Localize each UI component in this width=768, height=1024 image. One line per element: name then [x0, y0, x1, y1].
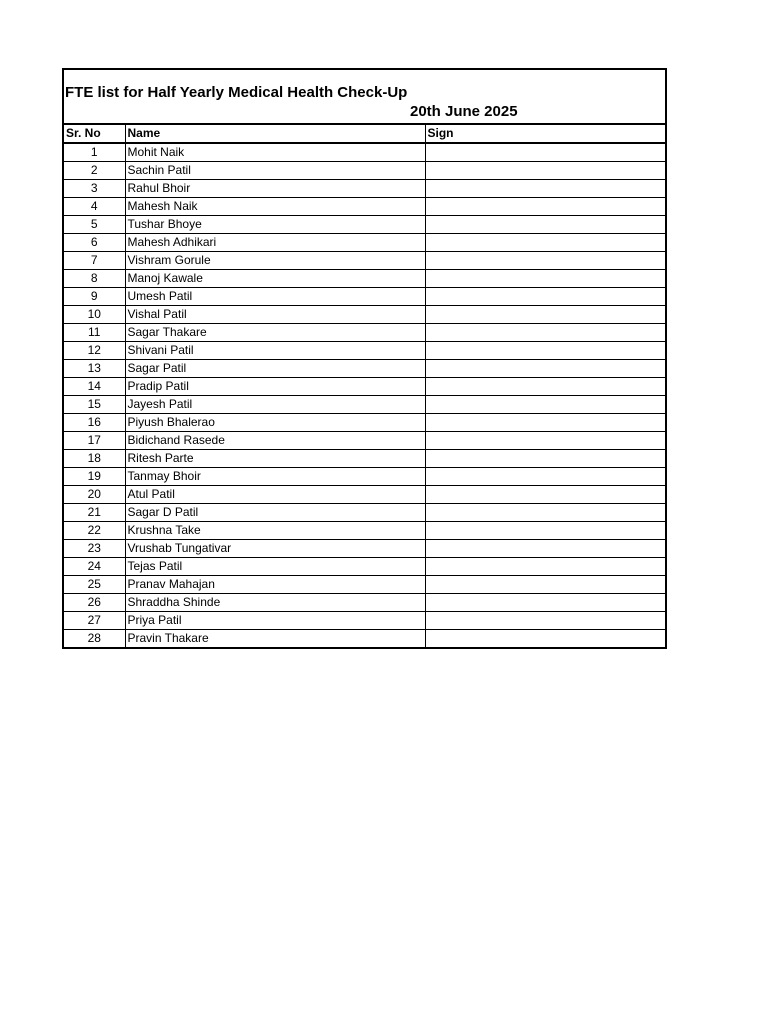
sign-cell[interactable]	[425, 522, 665, 540]
sign-cell[interactable]	[425, 360, 665, 378]
table-row	[64, 306, 665, 324]
sr-no-cell: 26	[64, 594, 125, 612]
sr-no-cell: 19	[64, 468, 125, 486]
name-cell: Shivani Patil	[125, 342, 425, 360]
sign-cell[interactable]	[425, 396, 665, 414]
sr-no-cell: 23	[64, 540, 125, 558]
sign-cell[interactable]	[425, 450, 665, 468]
sr-no-cell: 24	[64, 558, 125, 576]
name-cell: Jayesh Patil	[125, 396, 425, 414]
name-cell: Ritesh Parte	[125, 450, 425, 468]
name-cell: Piyush Bhalerao	[125, 414, 425, 432]
sr-no-cell: 1	[64, 143, 125, 162]
sign-cell[interactable]	[425, 198, 665, 216]
table-row	[64, 324, 665, 342]
sign-cell[interactable]	[425, 594, 665, 612]
sign-cell[interactable]	[425, 234, 665, 252]
fte-list-sheet	[62, 68, 667, 649]
sign-cell[interactable]	[425, 468, 665, 486]
name-cell: Vishal Patil	[125, 306, 425, 324]
sign-cell[interactable]	[425, 270, 665, 288]
name-cell: Tushar Bhoye	[125, 216, 425, 234]
name-cell: Vrushab Tungativar	[125, 540, 425, 558]
name-cell: Umesh Patil	[125, 288, 425, 306]
sr-no-cell: 8	[64, 270, 125, 288]
sr-no-cell: 21	[64, 504, 125, 522]
sign-cell[interactable]	[425, 252, 665, 270]
table-row	[64, 216, 665, 234]
table-row	[64, 143, 665, 162]
name-cell: Bidichand Rasede	[125, 432, 425, 450]
name-cell: Tanmay Bhoir	[125, 468, 425, 486]
table-row	[64, 594, 665, 612]
name-cell: Sagar D Patil	[125, 504, 425, 522]
sr-no-cell: 6	[64, 234, 125, 252]
table-row	[64, 450, 665, 468]
table-row	[64, 378, 665, 396]
table-row	[64, 162, 665, 180]
sign-cell[interactable]	[425, 342, 665, 360]
table-row	[64, 396, 665, 414]
sr-no-cell: 2	[64, 162, 125, 180]
name-cell: Priya Patil	[125, 612, 425, 630]
name-cell: Mohit Naik	[125, 143, 425, 162]
sign-cell[interactable]	[425, 378, 665, 396]
name-cell: Shraddha Shinde	[125, 594, 425, 612]
sign-cell[interactable]	[425, 630, 665, 648]
sign-cell[interactable]	[425, 216, 665, 234]
sr-no-cell: 14	[64, 378, 125, 396]
table-row	[64, 234, 665, 252]
name-cell: Rahul Bhoir	[125, 180, 425, 198]
table-row	[64, 540, 665, 558]
table-row	[64, 198, 665, 216]
document-date: 20th June 2025	[410, 103, 518, 120]
sr-no-cell: 4	[64, 198, 125, 216]
table-row	[64, 468, 665, 486]
table-row	[64, 288, 665, 306]
sr-no-cell: 17	[64, 432, 125, 450]
name-cell: Sagar Patil	[125, 360, 425, 378]
sr-no-cell: 13	[64, 360, 125, 378]
sr-no-cell: 15	[64, 396, 125, 414]
table-header-row	[64, 125, 665, 143]
table-row	[64, 522, 665, 540]
sr-no-cell: 25	[64, 576, 125, 594]
column-header-sign: Sign	[425, 125, 665, 143]
sign-cell[interactable]	[425, 288, 665, 306]
table-row	[64, 486, 665, 504]
sr-no-cell: 3	[64, 180, 125, 198]
name-cell: Krushna Take	[125, 522, 425, 540]
column-header-sr-no: Sr. No	[64, 125, 125, 143]
table-row	[64, 414, 665, 432]
sign-cell[interactable]	[425, 504, 665, 522]
table-row	[64, 252, 665, 270]
name-cell: Pravin Thakare	[125, 630, 425, 648]
sr-no-cell: 20	[64, 486, 125, 504]
name-cell: Pradip Patil	[125, 378, 425, 396]
name-cell: Sachin Patil	[125, 162, 425, 180]
sr-no-cell: 11	[64, 324, 125, 342]
sign-cell[interactable]	[425, 180, 665, 198]
fte-table	[64, 125, 665, 647]
sign-cell[interactable]	[425, 324, 665, 342]
title-block	[64, 70, 665, 125]
sr-no-cell: 5	[64, 216, 125, 234]
sign-cell[interactable]	[425, 558, 665, 576]
sr-no-cell: 22	[64, 522, 125, 540]
sr-no-cell: 16	[64, 414, 125, 432]
sr-no-cell: 9	[64, 288, 125, 306]
sr-no-cell: 18	[64, 450, 125, 468]
table-row	[64, 504, 665, 522]
sr-no-cell: 12	[64, 342, 125, 360]
table-row	[64, 558, 665, 576]
sr-no-cell: 27	[64, 612, 125, 630]
column-header-name: Name	[125, 125, 425, 143]
sign-cell[interactable]	[425, 162, 665, 180]
sign-cell[interactable]	[425, 432, 665, 450]
name-cell: Tejas Patil	[125, 558, 425, 576]
sr-no-cell: 7	[64, 252, 125, 270]
sign-cell[interactable]	[425, 486, 665, 504]
sign-cell[interactable]	[425, 143, 665, 162]
table-row	[64, 576, 665, 594]
sign-cell[interactable]	[425, 576, 665, 594]
sr-no-cell: 10	[64, 306, 125, 324]
table-row	[64, 360, 665, 378]
name-cell: Mahesh Naik	[125, 198, 425, 216]
table-body	[64, 143, 665, 647]
name-cell: Atul Patil	[125, 486, 425, 504]
name-cell: Pranav Mahajan	[125, 576, 425, 594]
table-row	[64, 270, 665, 288]
table-row	[64, 612, 665, 630]
sign-cell[interactable]	[425, 306, 665, 324]
document-title: FTE list for Half Yearly Medical Health Check-Up	[65, 84, 408, 101]
table-row	[64, 342, 665, 360]
name-cell: Vishram Gorule	[125, 252, 425, 270]
sr-no-cell: 28	[64, 630, 125, 648]
name-cell: Mahesh Adhikari	[125, 234, 425, 252]
name-cell: Sagar Thakare	[125, 324, 425, 342]
table-row	[64, 180, 665, 198]
name-cell: Manoj Kawale	[125, 270, 425, 288]
sign-cell[interactable]	[425, 414, 665, 432]
table-row	[64, 630, 665, 648]
table-row	[64, 432, 665, 450]
sign-cell[interactable]	[425, 612, 665, 630]
sign-cell[interactable]	[425, 540, 665, 558]
